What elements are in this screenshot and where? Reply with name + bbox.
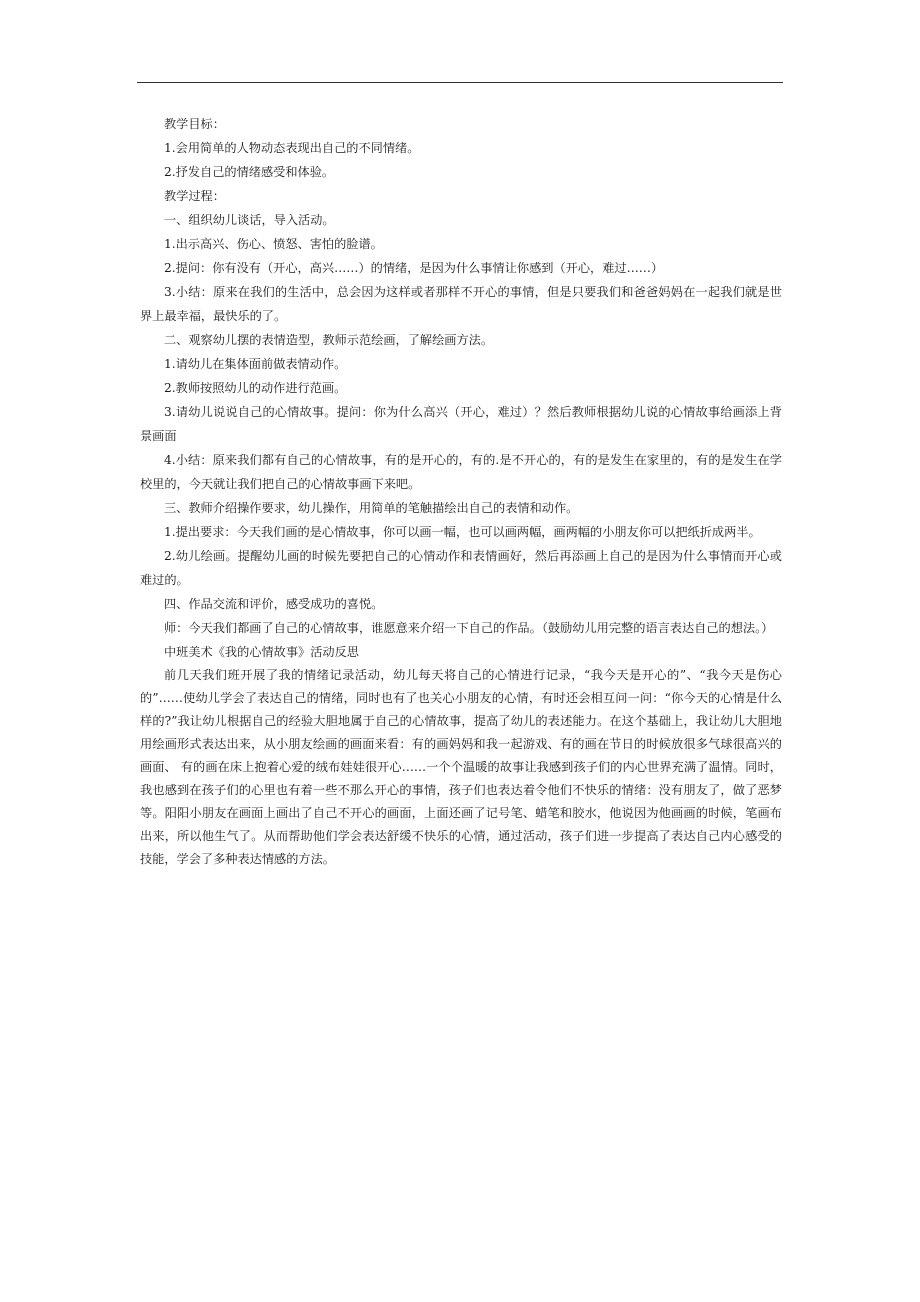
step-item: 师：今天我们都画了自己的心情故事，谁愿意来介绍一下自己的作品。（鼓励幼儿用完整的语言表达自己的想法。）	[164, 621, 774, 635]
section-heading-process: 教学过程：	[164, 189, 225, 203]
step-heading: 四、作品交流和评价，感受成功的喜悦。	[164, 597, 384, 611]
step-item: 2.教师按照幼儿的动作进行范画。	[164, 381, 347, 395]
section-heading-goals: 教学目标：	[164, 117, 225, 131]
step-heading: 三、教师介绍操作要求，幼儿操作，用简单的笔触描绘出自己的表情和动作。	[164, 501, 579, 515]
step-heading: 一、组织幼儿谈话，导入活动。	[164, 213, 335, 227]
document-body	[140, 112, 782, 871]
step-item: 3.小结：原来在我们的生活中，总会因为这样或者那样不开心的事情，但是只要我们和爸爸妈妈在一起我们就是世界上最幸福，最快乐的了。	[140, 285, 782, 323]
step-heading: 二、观察幼儿摆的表情造型，教师示范绘画，了解绘画方法。	[164, 333, 494, 347]
step-item: 3.请幼儿说说自己的心情故事。提问：你为什么高兴（开心，难过）？然后教师根据幼儿说的心情故事给画添上背景画面	[140, 405, 782, 443]
reflection-title: 中班美术《我的心情故事》活动反思	[164, 645, 359, 659]
goal-item: 1.会用简单的人物动态表现出自己的不同情绪。	[164, 141, 420, 155]
reflection-body: 前几天我们班开展了我的情绪记录活动，幼儿每天将自己的心情进行记录，“我今天是开心的”、“我今天是伤心的”……使幼儿学会了表达自己的情绪，同时也有了也关心小朋友的心情，有时还会相互问一问：“你今天的心情是什么样的?”我让幼儿根据自己的经验大胆地属于自己的心情故事，提高了幼儿的表述能力。在这个基础上，我让幼儿大胆地用绘画形式表达出来，从小朋友绘画的画面来看：有的画妈妈和我一起游戏、有的画在节日的时候放很多气球很高兴的画面、 有的画在床上抱着心爱的绒布娃娃很开心……一个个温暖的故事让我感到孩子们的内心世界充满了温情。同时，我也感到在孩子们的心里也有着一些不那么开心的事情，孩子们也表达着令他们不快乐的情绪：没有朋友了，做了恶梦等。阳阳小朋友在画面上画出了自己不开心的画面，上面还画了记号笔、蜡笔和胶水，他说因为他画画的时候，笔画布出来，所以他生气了。从而帮助他们学会表达舒缓不快乐的心情，通过活动，孩子们进一步提高了表达自己内心感受的技能，学会了多种表达情感的方法。	[140, 668, 782, 866]
step-item: 1.出示高兴、伤心、愤怒、害怕的脸谱。	[164, 237, 383, 251]
step-item: 4.小结：原来我们都有自己的心情故事，有的是开心的，有的.是不开心的，有的是发生在家里的，有的是发生在学校里的，今天就让我们把自己的心情故事画下来吧。	[140, 453, 782, 491]
header-rule	[137, 82, 783, 83]
step-item: 2.幼儿绘画。提醒幼儿画的时候先要把自己的心情动作和表情画好，然后再添画上自己的是因为什么事情而开心或难过的。	[140, 549, 782, 587]
goal-item: 2.抒发自己的情绪感受和体验。	[164, 165, 335, 179]
step-item: 1.提出要求：今天我们画的是心情故事，你可以画一幅，也可以画两幅，画两幅的小朋友你可以把纸折成两半。	[164, 525, 761, 539]
step-item: 2.提问：你有没有（开心，高兴……）的情绪，是因为什么事情让你感到（开心，难过……）	[164, 261, 664, 275]
step-item: 1.请幼儿在集体面前做表情动作。	[164, 357, 347, 371]
